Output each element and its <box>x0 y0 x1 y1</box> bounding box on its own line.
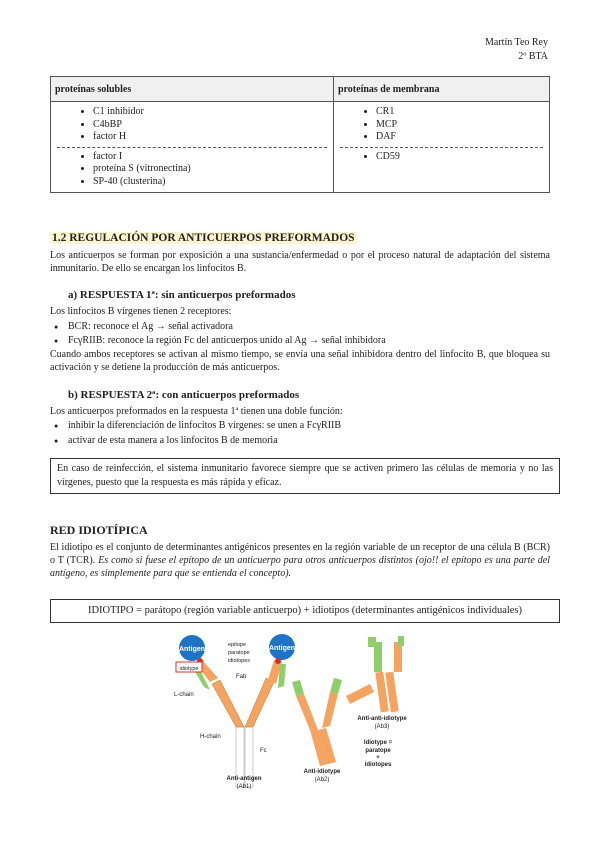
subsection-a-conclusion: Cuando ambos receptores se activan al mismo tiempo, se envía una señal inhibidora dentro del linfocito B, que bloquea su activación y se detiene la producción de más anticuerpos. <box>50 349 550 373</box>
list-item: • CR1 <box>376 106 545 119</box>
list-item: • factor I <box>93 151 329 164</box>
paratope-label: paratope <box>228 650 250 656</box>
reinfection-note-box: En caso de reinfección, el sistema inmunitario favorece siempre que se activen primero las células de memoria y no las vírgenes, puesto que la respuesta es más rápida y eficaz. <box>50 458 560 494</box>
idiotype-formula-box: IDIOTIPO = parátopo (región variable anticuerpo) + idiotipos (determinantes antigénicos individuales) <box>50 599 560 623</box>
bullet-inhibit: ● inhibir la diferenciación de linfocitos B vírgenes: se unen a FcγRIIB <box>68 419 341 432</box>
regulator-proteins-table <box>50 76 550 193</box>
epitope-label: epitope <box>228 642 247 648</box>
subsection-a-title: a) RESPUESTA 1ª: sin anticuerpos preformados <box>68 289 296 301</box>
soluble-proteins-header: proteínas solubles <box>51 77 334 102</box>
antibody-ab3 <box>346 636 404 712</box>
list-item: • factor H <box>93 131 329 144</box>
fc-label: Fc <box>260 748 267 754</box>
section-intro: Los anticuerpos se forman por exposición a una sustancia/enfermedad o por el proceso natural de adaptación del sistema inmunitario. De ello se encargan los linfocitos B. <box>50 250 550 274</box>
equation-line-4: idiotopes <box>364 762 392 768</box>
soluble-group-1 <box>55 106 329 144</box>
list-item: • DAF <box>376 131 545 144</box>
author-name: Martín Teo Rey <box>485 37 548 48</box>
divider <box>57 147 327 148</box>
course-label: 2º BTA <box>518 51 548 62</box>
idiotype-definition-note: Es como si fuese el epítopo de un anticuerpo para otros anticuerpos distintos (ojo!! el epítopo es una parte del antígeno, es simplemente para que se entienda el concepto). <box>50 555 550 579</box>
soluble-proteins-cell <box>51 102 334 193</box>
subsection-a-intro: Los linfocitos B vírgenes tienen 2 receptores: <box>50 306 232 317</box>
list-item: • C4bBP <box>93 119 329 132</box>
ab2-code: (Ab2) <box>314 777 330 783</box>
l-chain-label: L-chain <box>174 692 194 698</box>
membrane-group-2 <box>338 151 545 164</box>
ab1-label: Anti-antigen <box>226 776 262 782</box>
divider <box>340 147 543 148</box>
equation-line-3: + <box>376 755 380 761</box>
antibody-ab2 <box>292 678 342 766</box>
bullet-activate: ● activar de esta manera a los linfocitos B de memoria <box>68 434 278 447</box>
subsection-b-intro: Los anticuerpos preformados en la respuesta 1ª tienen una doble función: <box>50 406 343 417</box>
membrane-proteins-cell <box>333 102 549 193</box>
idiotype-definition <box>50 541 550 580</box>
bullet-bcr: ● BCR: reconoce el Ag → señal activadora <box>68 320 233 333</box>
membrane-group-1 <box>338 106 545 144</box>
section-title-idiotypic-network: RED IDIOTÍPICA <box>50 523 148 537</box>
h-chain-label: H-chain <box>200 734 221 740</box>
list-item: • MCP <box>376 119 545 132</box>
list-item: • proteína S (vitronectina) <box>93 163 329 176</box>
antigen-right <box>269 634 295 664</box>
antigen-label: Antigen <box>268 645 296 652</box>
equation-line-1: Idiotype = <box>363 740 393 746</box>
fab-label: Fab <box>236 674 247 680</box>
equation-line-2: paratope <box>365 748 391 754</box>
idiotopes-label: idiotopes <box>228 658 251 664</box>
ab1-code: (Ab1) <box>236 784 252 790</box>
list-item: • SP-40 (clusterina) <box>93 176 329 189</box>
ab2-label: Anti-idiotype <box>303 769 341 775</box>
bullet-fcgriib: ● FcγRIIB: reconoce la región Fc del anticuerpos unido al Ag → señal inhibidora <box>68 334 386 347</box>
idiotypic-network-figure <box>170 632 440 792</box>
soluble-group-2 <box>55 151 329 189</box>
antigen-left <box>179 635 205 664</box>
list-item: • CD59 <box>376 151 545 164</box>
section-title-regulation: 1.2 REGULACIÓN POR ANTICUERPOS PREFORMADOS <box>52 232 355 244</box>
idiotype-label: idiotype <box>179 666 199 672</box>
antigen-label: Antigen <box>178 646 206 653</box>
page-header <box>485 36 548 64</box>
ab3-code: (Ab3) <box>374 724 390 730</box>
list-item: • C1 inhibidor <box>93 106 329 119</box>
idiotype-definition-text: El idiotipo es el conjunto de determinantes antigénicos presentes en la región variable de un receptor de una célula B (BCR) o T (TCR). <box>50 542 550 566</box>
subsection-b-title: b) RESPUESTA 2ª: con anticuerpos preformados <box>68 389 300 401</box>
ab3-label: Anti-anti-idiotype <box>357 716 407 722</box>
membrane-proteins-header: proteínas de membrana <box>333 77 549 102</box>
